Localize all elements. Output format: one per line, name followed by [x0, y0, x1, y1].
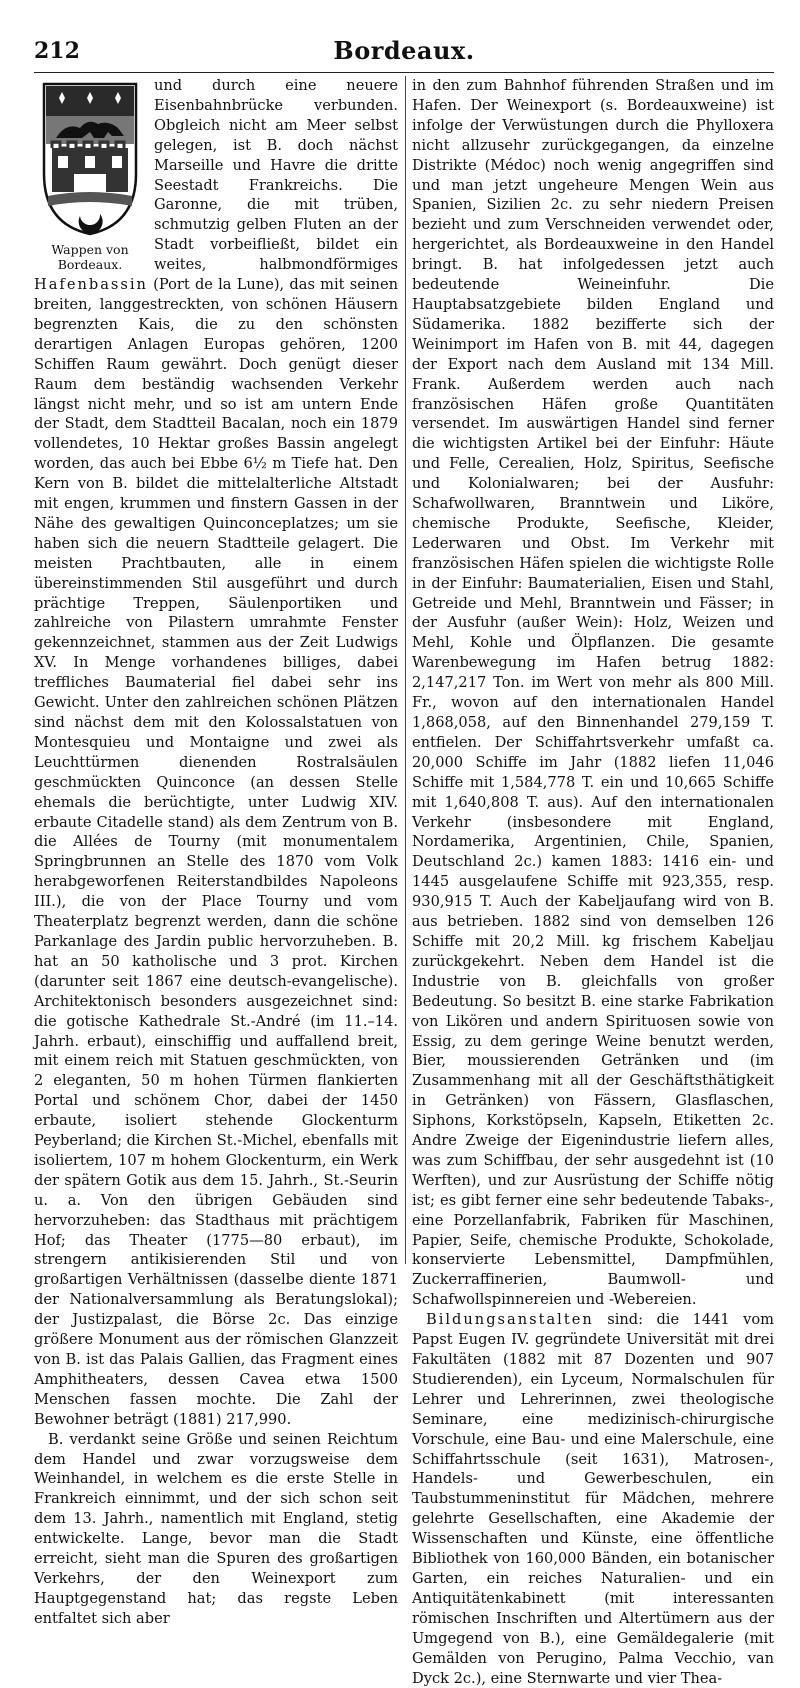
hafenbassin-term: Hafenbassin — [34, 276, 148, 294]
left-column — [34, 76, 398, 1627]
page-header — [34, 30, 774, 70]
coat-of-arms-figure — [34, 78, 146, 272]
crest-caption-line-1: Wappen von — [51, 242, 129, 257]
left-p1-text-b: (Port de la Lune), das mit seinen breiten, langgestreckten, von schönen Häusern begrenzten Kais, die zu den schönsten derartigen Anlagen Europas gehören, 1200 Schiffen Raum gewährt. Doch genügt dieser Raum dem beständig wachsenden Verkehr längst nicht mehr, und so ist am untern Ende der Stadt, dem Stadtteil Bacalan, noch ein 1879 vollendetes, 10 Hektar großes Bassin angelegt worden, das auch bei Ebbe 6½ m Tiefe hat. Den Kern von B. bildet die mittelalterliche Altstadt mit engen, krummen und finstern Gassen in der Nähe des gewaltigen Quinconceplatzes; um sie haben sich die neuern Stadtteile gelagert. Die meisten Prachtbauten, alle in einem übereinstimmenden Stil ausgeführt und durch prächtige Treppen, Säulenportiken und zahlreiche von Pilastern umrahmte Fenster gekennzeichnet, stammen aus der Zeit Ludwigs XV. In Menge vorhandenes billiges, dabei treffliches Baumaterial fiel dabei sehr ins Gewicht. Unter den zahlreichen schönen Plätzen sind nächst dem mit den Kolossalstatuen von Montesquieu und Montaigne und zwei als Leuchttürmen dienenden Rostralsäulen geschmückten Quinconce (an dessen Stelle ehemals die berüchtigte, unter Ludwig XIV. erbaute Citadelle stand) als dem Zentrum von B. die Allées de Tourny (mit monumentalem Springbrunnen an Stelle des 1870 vom Volk herabgeworfenen Reiterstandbildes Napoleons III.), die von der Place Tourny und vom Theaterplatz begrenzt werden, dann die schöne Parkanlage des Jardin public hervorzuheben. B. hat an 50 katholische und 3 prot. Kirchen (darunter seit 1867 eine deutsch-evangelische). Architektonisch besonders ausgezeichnet sind: die gotische Kathedrale St.-André (im 11.–14. Jahrh. erbaut), einschiffig und auffallend breit, mit einem reich mit Statuen geschmückten, von 2 eleganten, 50 m hohen Türmen flankierten Portal und schönem Chor, dabei der 1450 erbaute, isoliert stehende Glockenturm Peyberland; die Kirchen St.-Michel, ebenfalls mit isoliertem, 107 m hohem Glockenturm, ein Werk der spätern Gotik aus dem 15. Jahrh., St.-Seurin u. a. Von den übrigen Gebäuden sind hervorzuheben: das Stadthaus mit prächtigem Hof; das Theater (1775—80 erbaut), im strengern antikisierenden Stil und von großartigen Verhältnissen (dasselbe diente 1871 der Nationalversammlung als Beratungslokal); der Justizpalast, die Börse 2c. Das einzige größere Monument aus der römischen Glanzzeit von B. ist das Palais Gallien, das Fragment eines Amphitheaters, dessen Cavea etwa 1500 Menschen fassen mochte. Die Zahl der Bewohner beträgt (1881) 217,990. — [34, 276, 398, 1428]
right-p2-text: sind: die 1441 vom Papst Eugen IV. gegründete Universität mit drei Fakultäten (1882 mit 87 Dozenten und 907 Studierenden), ein Lyceum, Normalschulen für Lehrer und Lehrerinnen, zwei theologische Seminare, eine medizinisch-chirurgische Vorschule, eine Bau- und eine Malerschule, eine Schiffahrtsschule (seit 1631), Matrosen-, Handels- und Gewerbeschulen, ein Taubstummeninstitut für Mädchen, mehrere gelehrte Gesellschaften, eine Akademie der Wissenschaften und Künste, eine öffentliche Bibliothek von 160,000 Bänden, ein botanischer Garten, ein reiches Naturalien- und ein Antiquitätenkabinett (mit interessanten römischen Inschriften und Altertümern aus der Umgegend von B.), eine Gemäldegalerie (mit Gemälden von Perugino, Palma Vecchio, van Dyck 2c.), eine Sternwarte und vier Thea- — [412, 1311, 774, 1687]
left-paragraph-2: B. verdankt seine Größe und seinen Reichtum dem Handel und zwar vorzugsweise dem Weinhandel, in welchem es die erste Stelle in Frankreich einnimmt, und der sich schon seit dem 13. Jahrh., namentlich mit England, stetig entwickelte. Lange, bevor man die Stadt erreicht, sieht man die Spuren des großartigen Verkehrs, der den Weinexport zum Hauptgegenstand hat; das regste Leben entfaltet sich aber — [34, 1430, 398, 1627]
right-paragraph-1: in den zum Bahnhof führenden Straßen und im Hafen. Der Weinexport (s. Bordeauxweine) ist infolge der Verwüstungen durch die Phylloxera nicht allzusehr zurückgegangen, da einzelne Distrikte (Médoc) noch wenig angegriffen sind und man jetzt ungeheure Mengen Wein aus Spanien, Sizilien 2c. zu sehr niedern Preisen bezieht und zum Verschneiden verwendet oder, hergerichtet, als Bordeauxweine in den Handel bringt. B. hat infolgedessen jetzt auch bedeutende Weineinfuhr. Die Hauptabsatzgebiete bilden England und Südamerika. 1882 bezifferte sich der Weinimport im Hafen von B. mit 44, dagegen der Export nach dem Ausland mit 134 Mill. Frank. Außerdem werden auch nach französischen Häfen große Quantitäten versendet. Im auswärtigen Handel sind ferner die wichtigsten Artikel bei der Einfuhr: Häute und Felle, Cerealien, Holz, Spiritus, Seefische und Kolonialwaren; bei der Ausfuhr: Schafwollwaren, Branntwein und Liköre, chemische Produkte, Seefische, Kleider, Lederwaren und Obst. Im Verkehr mit französischen Häfen spielen die wichtigste Rolle in der Einfuhr: Baumaterialien, Eisen und Stahl, Getreide und Mehl, Branntwein und Fässer; in der Ausfuhr (außer Wein): Holz, Weizen und Mehl, Kohle und Ölpflanzen. Die gesamte Warenbewegung im Hafen betrug 1882: 2,147,217 Ton. im Wert von mehr als 800 Mill. Fr., wovon auf den internationalen Handel 1,868,058, auf den Binnenhandel 279,159 T. entfielen. Der Schiffahrtsverkehr umfaßt ca. 20,000 Schiffe im Jahr (1882 liefen 11,046 Schiffe mit 1,584,778 T. ein und 10,665 Schiffe mit 1,640,808 T. aus). Auf den internationalen Verkehr (insbesondere mit England, Nordamerika, Argentinien, Chile, Spanien, Deutschland 2c.) kamen 1883: 1416 ein- und 1445 ausgelaufene Schiffe mit 923,355, resp. 930,915 T. Auch der Kabeljaufang wird von B. aus betrieben. 1882 sind von demselben 126 Schiffe mit 20,2 Mill. kg frischem Kabeljau zurückgekehrt. Neben dem Handel ist die Industrie von B. gleichfalls von großer Bedeutung. So besitzt B. eine starke Fabrikation von Likören und andern Spirituosen sowie von Essig, zu dem geringe Weine benutzt werden, Bier, moussierenden Getränken und (im Zusammenhang mit all der Geschäftsthätigkeit in Getränken) von Fässern, Glasflaschen, Siphons, Korkstöpseln, Kapseln, Etiketten 2c. Andre Zweige der Eigenindustrie liefern alles, was zum Schiffbau, der sehr ausgedehnt ist (10 Werften), und zur Ausrüstung der Schiffe nötig ist; es gibt ferner eine sehr bedeutende Tabaks-, eine Porzellanfabrik, Fabriken für Maschinen, Papier, Seife, chemische Produkte, Schokolade, konservierte Lebensmittel, Dampfmühlen, Zuckerraffinerien, Baumwoll- und Schafwollspinnereien und -Webereien. — [412, 77, 774, 1309]
right-column — [412, 76, 774, 1687]
coat-of-arms-icon — [38, 78, 142, 238]
header-rule — [34, 72, 774, 73]
page-number: 212 — [34, 38, 80, 64]
right-paragraph-2 — [412, 1310, 774, 1688]
page-title: Bordeaux. — [333, 36, 475, 65]
left-p1-text-a: und durch eine neuere Eisenbahnbrücke verbunden. Obgleich nicht am Meer selbst gelegen, ist B. doch nächst Marseille und Havre die dritte Seestadt Frankreichs. Die Garonne, die mit trüben, schmutzig gelben Fluten an der Stadt vorbeifließt, bildet ein weites, halbmondförmiges — [154, 77, 398, 274]
column-divider — [405, 76, 406, 1264]
crest-caption-line-2: Bordeaux. — [57, 257, 123, 272]
left-paragraph-1 — [34, 76, 398, 1430]
bildungsanstalten-term: Bildungsanstalten — [426, 1311, 594, 1329]
